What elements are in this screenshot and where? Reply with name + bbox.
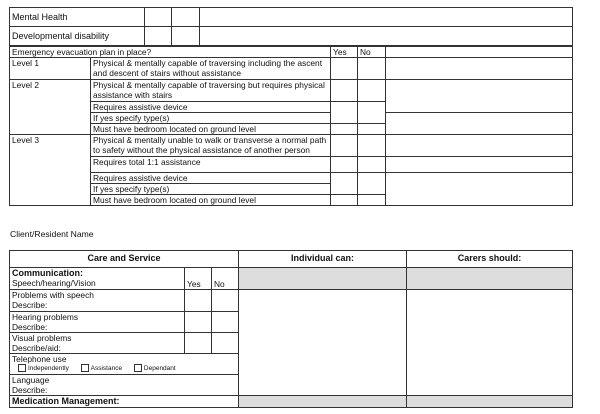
- hearing-problems: Hearing problems: [12, 312, 79, 322]
- level-2-assist: Requires assistive device: [91, 102, 331, 113]
- level-2-specify-notes[interactable]: [386, 113, 573, 135]
- mental-health-cell-2[interactable]: [172, 8, 200, 27]
- mental-health-cell-1[interactable]: [145, 8, 172, 27]
- communication-no: No: [212, 268, 239, 290]
- telephone-use: Telephone use: [12, 354, 67, 364]
- level-3-ground-yes[interactable]: [331, 195, 358, 206]
- health-table: [9, 7, 573, 46]
- visual-problems: Visual problems: [12, 333, 72, 343]
- level-2-yes[interactable]: [331, 80, 358, 102]
- level-3-total-yes[interactable]: [331, 157, 358, 173]
- communication-yes: Yes: [185, 268, 212, 290]
- developmental-cell-1[interactable]: [145, 27, 172, 46]
- level-2-assist-no[interactable]: [358, 102, 386, 124]
- language-describe: Describe:: [12, 385, 48, 395]
- level-2-assist-yes[interactable]: [331, 102, 358, 124]
- level-2-desc: Physical & mentally capable of traversing but requires physical assistance with stairs: [91, 80, 331, 102]
- level-3-desc: Physical & mentally unable to walk or transverse a normal path to safety without the physical assistance of another person: [91, 135, 331, 157]
- telephone-use-cell: [10, 354, 239, 375]
- level-3-ground: Must have bedroom located on ground level: [91, 195, 331, 206]
- assistance-label: Assistance: [90, 365, 123, 372]
- level-3-ground-no[interactable]: [358, 195, 386, 206]
- communication-cell: [10, 268, 185, 290]
- speech-yes[interactable]: [185, 290, 212, 312]
- mental-health-notes[interactable]: [200, 8, 573, 27]
- level-3-no[interactable]: [358, 135, 386, 157]
- visual-describe-aid: Describe/aid:: [12, 343, 61, 353]
- communication-label: Communication:: [12, 268, 83, 278]
- level-3-notes[interactable]: [386, 135, 573, 157]
- visual-problems-cell: [10, 333, 185, 354]
- level-3-specify: If yes specify type(s): [91, 184, 331, 195]
- evac-notes-header: [386, 47, 573, 58]
- medication-management: Medication Management:: [10, 396, 239, 408]
- visual-yes[interactable]: [185, 333, 212, 354]
- individual-can-field[interactable]: [239, 290, 407, 396]
- level-2-ground-no[interactable]: [358, 124, 386, 135]
- level-3-yes[interactable]: [331, 135, 358, 157]
- level-3-assist-no[interactable]: [358, 173, 386, 195]
- level-3-assist-yes[interactable]: [331, 173, 358, 195]
- independently-label: Independently: [28, 365, 69, 372]
- level-1-yes[interactable]: [331, 58, 358, 80]
- care-service-header: Care and Service: [10, 251, 239, 268]
- level-2-no[interactable]: [358, 80, 386, 102]
- level-3-label: Level 3: [10, 135, 91, 206]
- medication-carers-gray: [407, 396, 573, 408]
- level-2-specify: If yes specify type(s): [91, 113, 331, 124]
- evacuation-table: [9, 46, 573, 206]
- visual-no[interactable]: [212, 333, 239, 354]
- individual-can-gray: [239, 268, 407, 290]
- evacuation-question: Emergency evacuation plan in place?: [10, 47, 331, 58]
- level-2-ground-yes[interactable]: [331, 124, 358, 135]
- client-resident-name-label: Client/Resident Name: [10, 229, 94, 239]
- speech-hearing-vision: Speech/hearing/Vision: [12, 278, 96, 288]
- independently-checkbox[interactable]: [18, 364, 26, 372]
- level-3-assist: Requires assistive device: [91, 173, 331, 184]
- evac-yes-header: Yes: [331, 47, 358, 58]
- level-2-label: Level 2: [10, 80, 91, 135]
- level-3-total-no[interactable]: [358, 157, 386, 173]
- dependant-label: Dependant: [143, 365, 176, 372]
- hearing-problems-cell: [10, 312, 185, 333]
- carers-should-gray: [407, 268, 573, 290]
- evac-no-header: No: [358, 47, 386, 58]
- language-cell: [10, 375, 239, 396]
- medication-individual-gray: [239, 396, 407, 408]
- level-1-label: Level 1: [10, 58, 91, 80]
- level-2-notes[interactable]: [386, 80, 573, 113]
- level-1-notes[interactable]: [386, 58, 573, 80]
- problems-with-speech: Problems with speech: [12, 290, 94, 300]
- care-service-table: [9, 250, 573, 408]
- carers-should-header: Carers should:: [407, 251, 573, 268]
- level-1-no[interactable]: [358, 58, 386, 80]
- dependant-checkbox[interactable]: [134, 364, 142, 372]
- hearing-yes[interactable]: [185, 312, 212, 333]
- level-3-total: Requires total 1:1 assistance: [91, 157, 331, 173]
- level-2-ground: Must have bedroom located on ground level: [91, 124, 331, 135]
- individual-can-header: Individual can:: [239, 251, 407, 268]
- assistance-checkbox[interactable]: [81, 364, 89, 372]
- carers-should-field[interactable]: [407, 290, 573, 396]
- level-3-assist-notes[interactable]: [386, 173, 573, 206]
- speech-describe: Describe:: [12, 300, 48, 310]
- developmental-disability-label: Developmental disability: [10, 27, 145, 46]
- language-label: Language: [12, 375, 50, 385]
- developmental-cell-2[interactable]: [172, 27, 200, 46]
- speech-no[interactable]: [212, 290, 239, 312]
- mental-health-label: Mental Health: [10, 8, 145, 27]
- hearing-describe: Describe:: [12, 322, 48, 332]
- developmental-notes[interactable]: [200, 27, 573, 46]
- level-3-total-notes[interactable]: [386, 157, 573, 173]
- speech-problems-cell: [10, 290, 185, 312]
- level-1-desc: Physical & mentally capable of traversing including the ascent and descent of stairs without assistance: [91, 58, 331, 80]
- hearing-no[interactable]: [212, 312, 239, 333]
